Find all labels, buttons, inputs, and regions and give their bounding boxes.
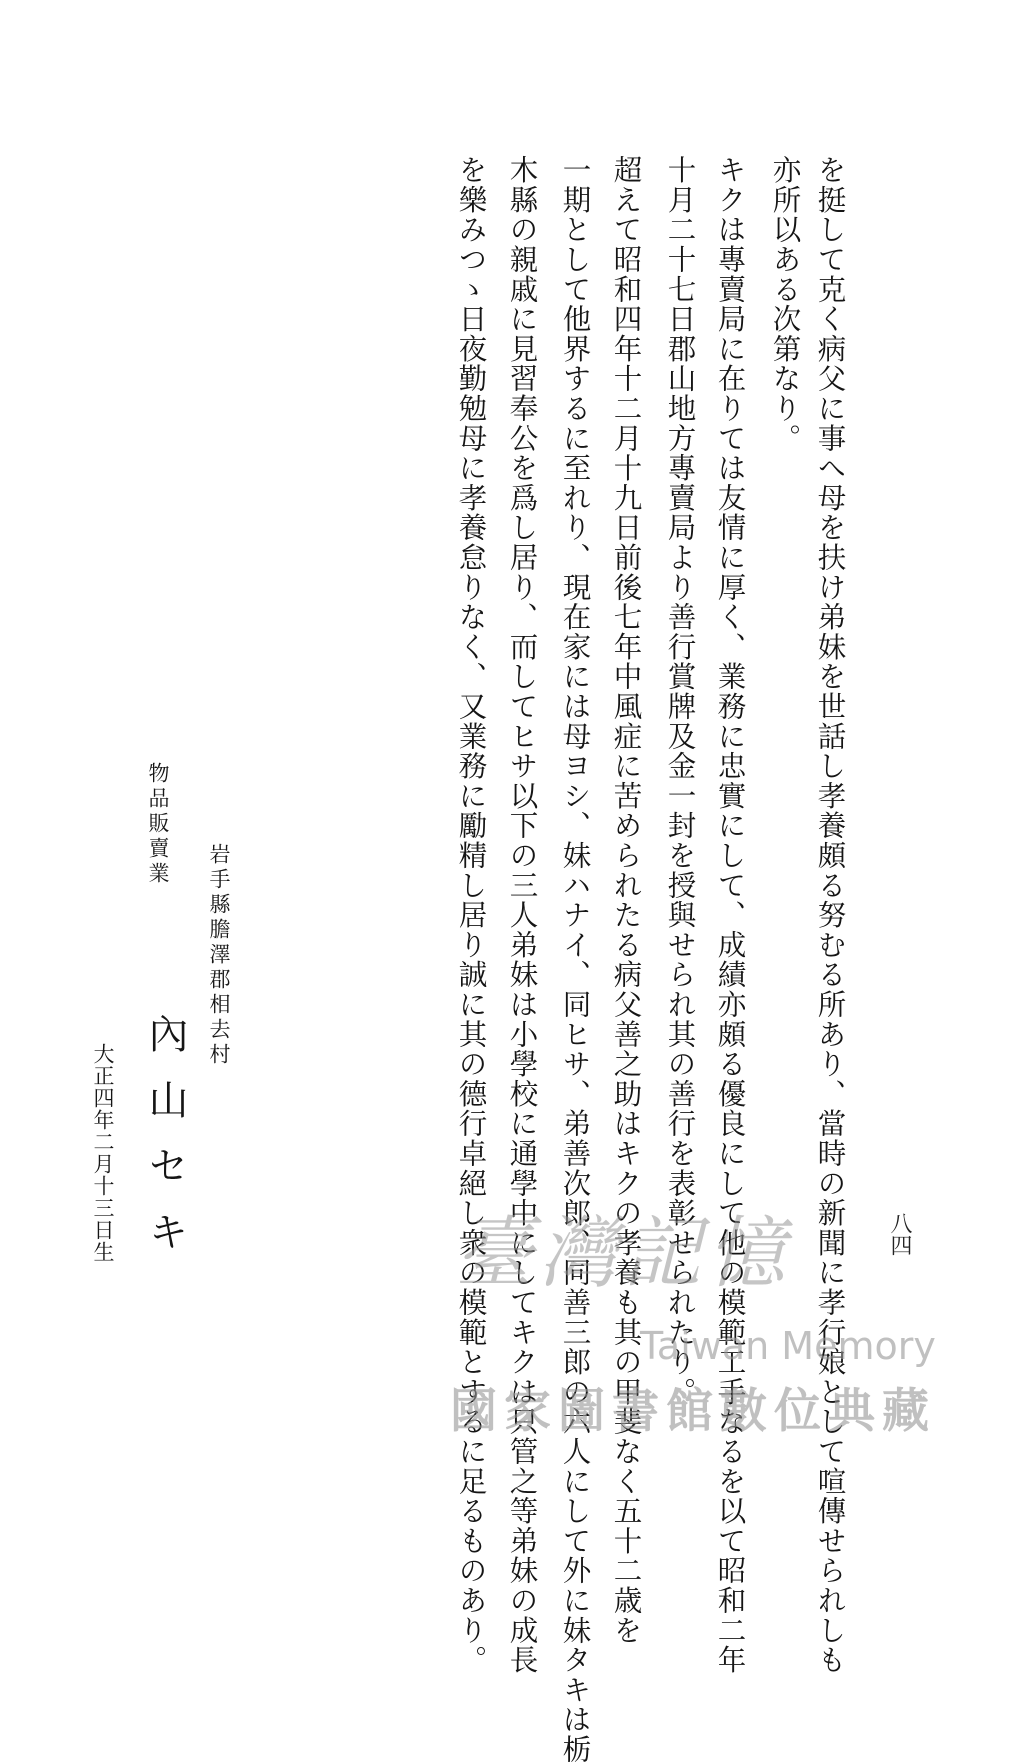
birth-date: 大正四年二月十三日生 bbox=[91, 1043, 115, 1263]
watermark-chinese: 國家圖書館數位典藏 bbox=[450, 1384, 936, 1439]
body-column-2: 亦所以ある次第なり。 bbox=[768, 155, 802, 453]
body-column-4: 十月二十七日郡山地方專賣局より善行賞牌及金一封を授與せられ其の善行を表彰せられたり。 bbox=[663, 155, 697, 1407]
address-line: 岩手縣膽澤郡相去村 bbox=[207, 843, 231, 1068]
person-name: 內山セキ bbox=[142, 1013, 188, 1277]
body-column-1: を挺して克く病父に事へ母を扶け弟妹を世話し孝養頗る努むる所あり、當時の新聞に孝行娘として喧傳せられしも bbox=[813, 155, 847, 1675]
body-column-6: 一期として他界するに至れり、現在家には母ヨシ、妹ハナイ、同ヒサ、弟善次郎、同善三郎の六人にして外に妹タキは栃 bbox=[558, 155, 592, 1764]
occupation-line: 物品販賣業 bbox=[146, 762, 170, 887]
body-column-5: 超えて昭和四年十二月十九日前後七年中風症に苦められたる病父善之助はキクの孝養も其の甲斐なく五十二歳を bbox=[609, 155, 643, 1645]
body-column-3: キクは專賣局に在りては友情に厚く、業務に忠實にして、成績亦頗る優良にして他の模範工手なるを以て昭和二年 bbox=[713, 155, 747, 1675]
watermark-calligraphy: 臺灣記憶 bbox=[455, 1209, 792, 1299]
body-column-7: 木縣の親戚に見習奉公を爲し居り、而してヒサ以下の三人弟妹は小學校に通學中にしてキクは只管之等弟妹の成長 bbox=[505, 155, 539, 1675]
page-number: 八四 bbox=[887, 1212, 912, 1256]
watermark-english: Taiwan Memory bbox=[640, 1324, 936, 1368]
body-column-8: を樂みつゝ日夜勤勉母に孝養怠りなく、又業務に勵精し居り誠に其の德行卓絕し衆の模範とするに足るものあり。 bbox=[454, 155, 488, 1675]
